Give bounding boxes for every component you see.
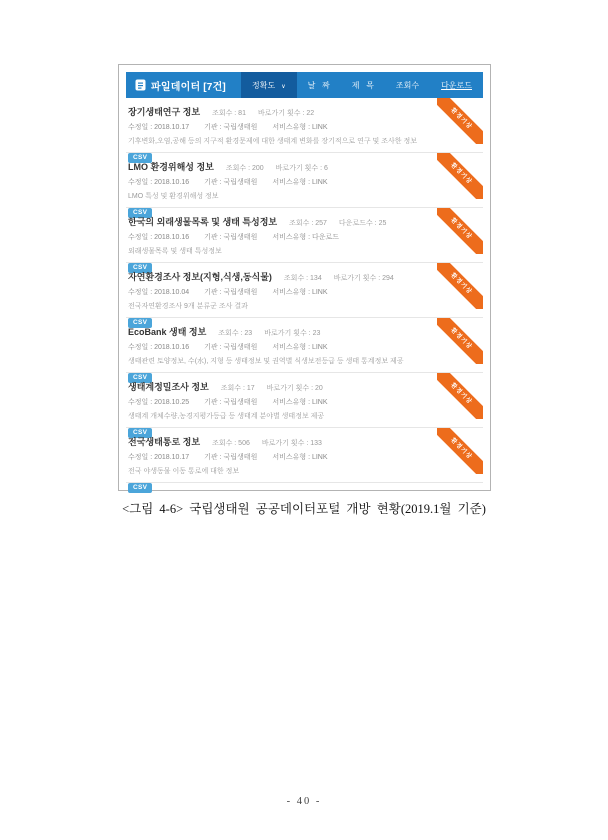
modified-date: 수정일 : 2018.10.25 [128, 399, 190, 406]
organization: 기관 : 국립생태원 [204, 399, 258, 406]
modified-date: 수정일 : 2018.10.17 [128, 454, 190, 461]
shortcut-count: 바로가기 횟수 : 22 [257, 110, 315, 117]
dataset-description: 전국 야생동물 이동 통로에 대한 정보 [128, 468, 240, 475]
service-type: 서비스유형 : LINK [272, 289, 328, 296]
sort-by-title[interactable]: 제 목 [351, 80, 374, 90]
list-item [126, 153, 483, 216]
chevron-down-icon: ∨ [281, 83, 286, 90]
organization: 기관 : 국립생태원 [204, 234, 258, 241]
dataset-description: 생태계 개체수량,농경지평가등급 등 생태계 분야별 생태정보 제공 [128, 413, 325, 420]
dataset-title-link[interactable]: 한국의 외래생물목록 및 생태 특성정보 [128, 217, 278, 227]
portal-screenshot-frame [118, 64, 491, 491]
views-count: 조회수 : 81 [212, 110, 246, 117]
views-count: 조회수 : 134 [283, 275, 322, 282]
organization: 기관 : 국립생태원 [204, 124, 258, 131]
list-item [126, 318, 483, 381]
modified-date: 수정일 : 2018.10.04 [128, 289, 190, 296]
organization: 기관 : 국립생태원 [204, 454, 258, 461]
views-count: 조회수 : 200 [225, 165, 264, 172]
sort-by-views[interactable]: 조회수 [395, 80, 420, 90]
csv-format-badge[interactable]: CSV [128, 318, 152, 328]
dataset-description: 외래생물목록 및 생태 특성정보 [128, 248, 222, 255]
category-ribbon-label: 환경기상 [437, 153, 483, 199]
views-count: 조회수 : 257 [289, 220, 327, 227]
csv-format-badge[interactable]: CSV [128, 208, 152, 218]
service-type: 서비스유형 : LINK [272, 124, 328, 131]
views-count: 조회수 : 23 [218, 330, 253, 337]
document-icon [135, 79, 146, 91]
organization: 기관 : 국립생태원 [204, 179, 258, 186]
list-item [126, 208, 483, 271]
dataset-title-link[interactable]: LMO 환경위해성 정보 [128, 162, 214, 172]
shortcut-count: 바로가기 횟수 : 294 [333, 275, 394, 282]
category-ribbon-label: 환경기상 [437, 263, 483, 309]
panel-header-left [126, 78, 226, 93]
category-ribbon-label: 환경기상 [437, 373, 483, 419]
panel-header [126, 72, 483, 98]
views-count: 조회수 : 506 [212, 440, 250, 447]
dataset-description: 전국자연환경조사 9개 분류군 조사 결과 [128, 303, 248, 310]
sort-by-downloads[interactable]: 다운로드 [441, 80, 472, 90]
modified-date: 수정일 : 2018.10.16 [128, 179, 190, 186]
csv-format-badge[interactable]: CSV [128, 483, 152, 493]
shortcut-count: 바로가기 횟수 : 133 [261, 440, 322, 447]
list-item [126, 373, 483, 436]
dataset-description: LMO 특성 및 환경위해성 정보 [128, 193, 219, 200]
figure-caption: <그림 4-6> 국립생태원 공공데이터포털 개방 현황(2019.1월 기준) [122, 502, 486, 516]
dataset-title-link[interactable]: 장기생태연구 정보 [128, 107, 201, 117]
sort-bar [241, 72, 483, 98]
organization: 기관 : 국립생태원 [204, 289, 258, 296]
dataset-description: 기후변화,오염,공해 등의 지구적 환경문제에 대한 생태계 변화를 장기적으로 연구 및 조사한 정보 [128, 138, 417, 145]
modified-date: 수정일 : 2018.10.17 [128, 124, 190, 131]
service-type: 서비스유형 : 다운로드 [272, 234, 340, 241]
panel-title: 파일데이터 [7건] [151, 81, 226, 93]
dataset-title-link[interactable]: 자연환경조사 정보(지형,식생,동식물) [128, 272, 272, 282]
category-ribbon-label: 환경기상 [437, 318, 483, 364]
sort-dropdown-label: 정확도 [252, 80, 276, 90]
shortcut-count: 바로가기 횟수 : 6 [275, 165, 328, 172]
service-type: 서비스유형 : LINK [272, 399, 328, 406]
dataset-title-link[interactable]: 생태계정밀조사 정보 [128, 382, 209, 392]
shortcut-count: 바로가기 횟수 : 23 [264, 330, 321, 337]
service-type: 서비스유형 : LINK [272, 344, 328, 351]
list-item [126, 98, 483, 161]
modified-date: 수정일 : 2018.10.16 [128, 234, 190, 241]
sort-dropdown[interactable] [241, 72, 297, 98]
dataset-list [126, 98, 483, 491]
modified-date: 수정일 : 2018.10.16 [128, 344, 190, 351]
list-item [126, 428, 483, 491]
dataset-description: 생태관련 토양정보, 수(水), 지형 등 생태정보 및 권역별 식생보전등급 등 생태 통계정보 제공 [128, 358, 404, 365]
page-number: - 40 - [286, 796, 322, 807]
sort-by-date[interactable]: 날 짜 [307, 80, 330, 90]
shortcut-count: 바로가기 횟수 : 20 [266, 385, 323, 392]
download-count: 다운로드수 : 25 [338, 220, 387, 227]
csv-format-badge[interactable]: CSV [128, 263, 152, 273]
service-type: 서비스유형 : LINK [272, 454, 328, 461]
category-ribbon-label: 환경기상 [437, 208, 483, 254]
service-type: 서비스유형 : LINK [272, 179, 328, 186]
category-ribbon-label: 환경기상 [437, 98, 483, 144]
views-count: 조회수 : 17 [220, 385, 255, 392]
csv-format-badge[interactable]: CSV [128, 373, 152, 383]
organization: 기관 : 국립생태원 [204, 344, 258, 351]
dataset-title-link[interactable]: EcoBank 생태 정보 [128, 327, 207, 337]
csv-format-badge[interactable]: CSV [128, 428, 152, 438]
list-item [126, 263, 483, 326]
dataset-title-link[interactable]: 전국생태통로 정보 [128, 437, 201, 447]
csv-format-badge[interactable]: CSV [128, 153, 152, 163]
category-ribbon-label: 환경기상 [437, 428, 483, 474]
